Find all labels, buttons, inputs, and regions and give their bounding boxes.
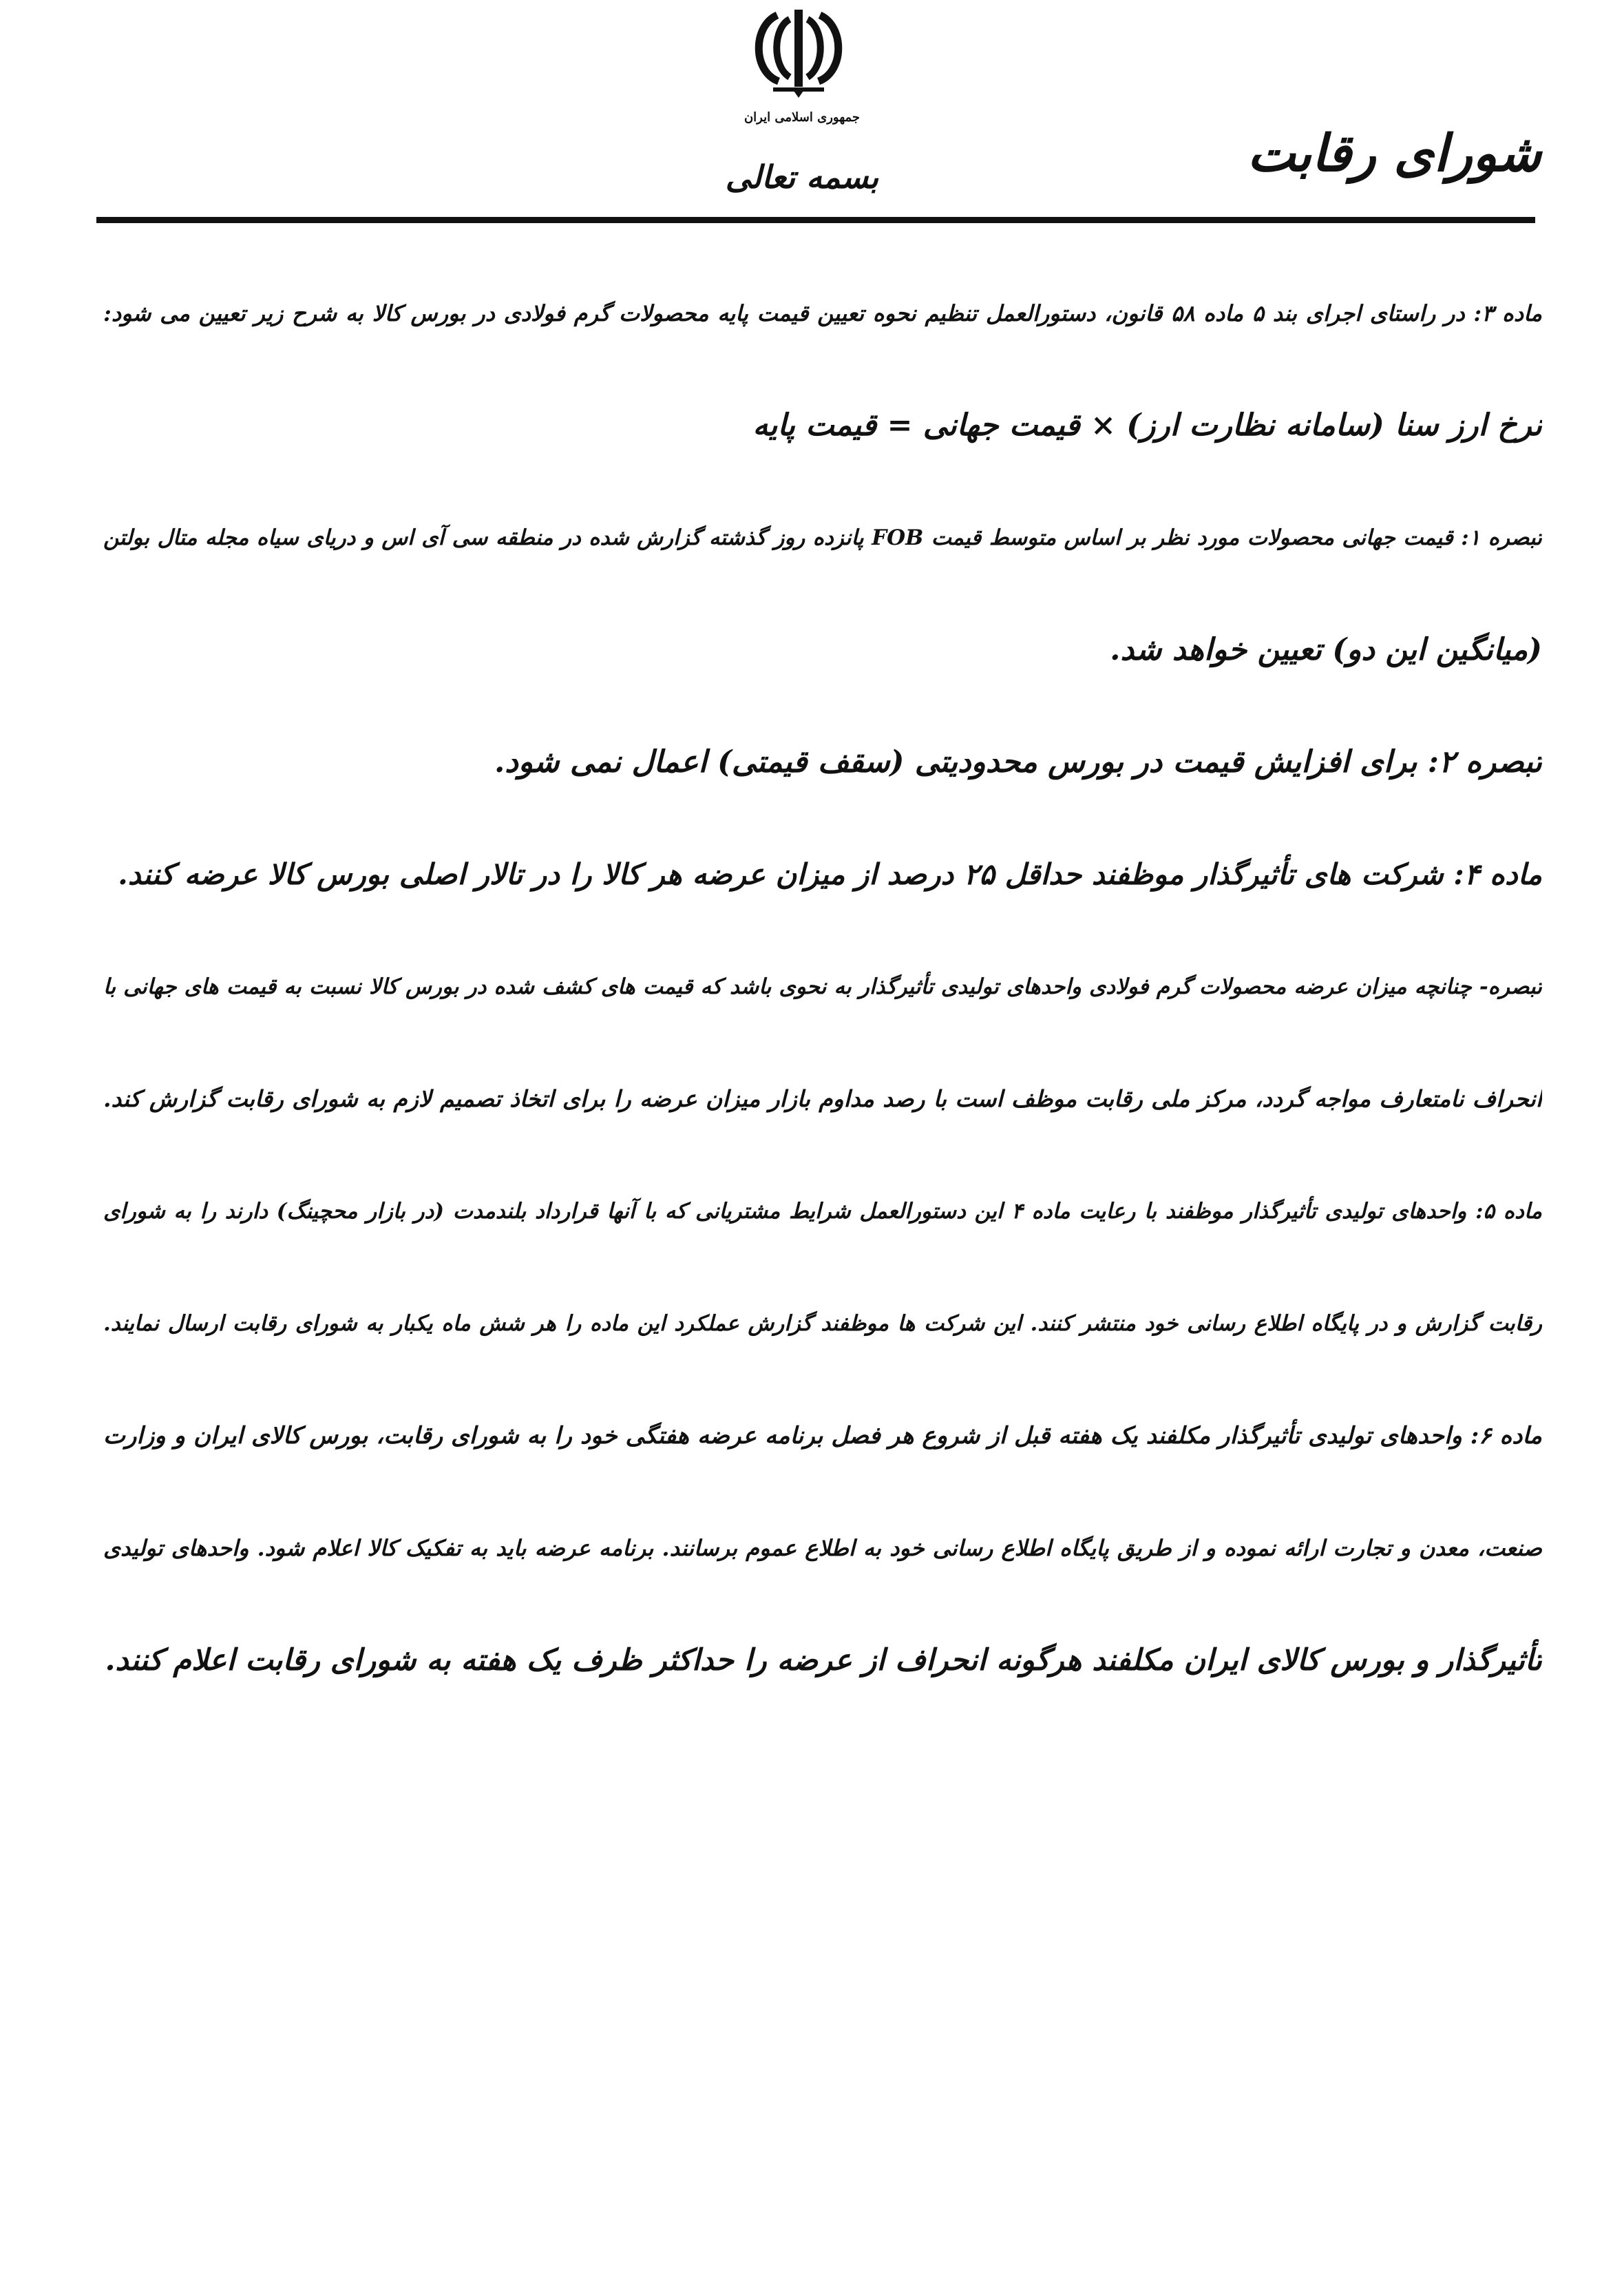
article-4: ماده ۴: شرکت های تأثیرگذار موظفند حداقل ۲۵ درصد از میزان عرضه هر کالا را در تالار اصلی بورس کالا عرضه کنند.	[118, 857, 1542, 891]
article-6-line-2: صنعت، معدن و تجارت ارائه نموده و از طریق پایگاه اطلاع رسانی خود به اطلاع عموم برسانند. برنامه عرضه باید به تفکیک کالا اعلام شود. واحدهای تولیدی	[103, 1535, 1542, 1561]
article-4-note-line-1: تبصره- چنانچه میزان عرضه محصولات گرم فولادی واحدهای تولیدی تأثیرگذار به نحوی باشد که قیمت های کشف شده در بورس کالا نسبت به قیمت های جهانی با	[103, 974, 1542, 999]
article-6-line-3: تأثیرگذار و بورس کالای ایران مکلفند هرگونه انحراف از عرضه را حداکثر ظرف یک هفته به شورای رقابت اعلام کنند.	[105, 1643, 1542, 1678]
article-5-line-1: ماده ۵: واحدهای تولیدی تأثیرگذار موظفند با رعایت ماده ۴ این دستورالعمل شرایط مشتریانی که با آنها قرارداد بلندمدت (در بازار محچینگ) دارند را به شورای	[103, 1199, 1542, 1224]
republic-caption: جمهوری اسلامی ایران	[744, 110, 861, 125]
note-1-line-1: تبصره ۱: قیمت جهانی محصولات مورد نظر بر اساس متوسط قیمت FOB پانزده روز گذشته گزارش شده در منطقه سی آی اس و دریای سیاه مجله متال بولتن	[103, 525, 1542, 550]
base-price-formula: نرخ ارز سنا (سامانه نظارت ارز) × قیمت جهانی = قیمت پایه	[752, 408, 1542, 443]
header-divider	[96, 217, 1535, 223]
emblem-icon	[747, 6, 850, 98]
note-2: تبصره ۲: برای افزایش قیمت در بورس محدودیتی (سقف قیمتی) اعمال نمی شود.	[494, 744, 1542, 780]
bismillah: بسمه تعالی	[725, 158, 879, 196]
article-3-line-1: ماده ۳: در راستای اجرای بند ۵ ماده ۵۸ قانون، دستورالعمل تنظیم نحوه تعیین قیمت پایه محصولات گرم فولادی در بورس کالا به شرح زیر تعیین می شود:	[103, 300, 1542, 326]
document-body	[103, 275, 1542, 1735]
article-4-note-line-2: انحراف نامتعارف مواجه گردد، مرکز ملی رقابت موظف است با رصد مداوم بازار میزان عرضه را برای اتخاذ تصمیم لازم به شورای رقابت گزارش کند.	[103, 1085, 1542, 1112]
organization-title: شورای رقابت	[1247, 124, 1541, 183]
article-6-line-1: ماده ۶: واحدهای تولیدی تأثیرگذار مکلفند یک هفته قبل از شروع هر فصل برنامه عرضه هفتگی خود را به شورای رقابت، بورس کالای ایران و وزارت	[103, 1422, 1542, 1450]
note-1-line-2: (میانگین این دو) تعیین خواهد شد.	[1110, 632, 1542, 667]
article-5-line-2: رقابت گزارش و در پایگاه اطلاع رسانی خود منتشر کنند. این شرکت ها موظفند گزارش عملکرد این ماده را هر شش ماه یکبار به شورای رقابت ارسال نمایند.	[103, 1311, 1542, 1336]
